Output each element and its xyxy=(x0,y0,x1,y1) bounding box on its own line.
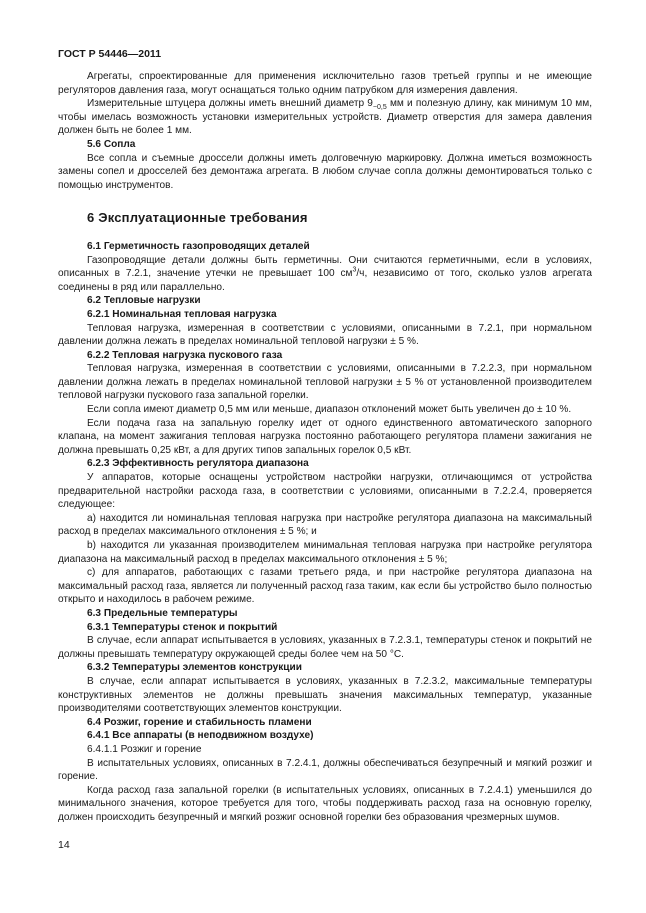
paragraph: В случае, если аппарат испытывается в условиях, указанных в 7.2.3.1, температуры стенок и покрытий не должны превышать температуру окружающей среды более чем на 50 °С. xyxy=(58,635,592,660)
unit-superscript: 3 xyxy=(352,266,357,274)
heading-5-6: 5.6 Сопла xyxy=(87,138,136,150)
list-item-a: а) находится ли номинальная тепловая нагрузка при настройке регулятора диапазона на максимальный расход в пределах максимального отклонения ± 5 %; и xyxy=(58,512,592,538)
tolerance-subscript: −0,5 xyxy=(372,104,387,112)
list-item-b: b) находится ли указанная производителем минимальная тепловая нагрузка при настройке регулятора диапазона на максимальный расход в пределах максимального отклонения ± 5 %; xyxy=(58,540,592,565)
heading-6-1: 6.1 Герметичность газопроводящих деталей xyxy=(87,240,310,252)
standard-header: ГОСТ Р 54446—2011 xyxy=(58,48,162,60)
heading-6-3: 6.3 Предельные температуры xyxy=(87,607,238,619)
heading-6-2-3: 6.2.3 Эффективность регулятора диапазона xyxy=(87,458,309,470)
paragraph: В испытательных условиях, описанных в 7.2.4.1, должны обеспечиваться безупречный и мягкий розжиг и горение. xyxy=(58,757,592,783)
heading-6-4-1: 6.4.1 Все аппараты (в неподвижном воздухе) xyxy=(87,730,314,742)
paragraph: Если сопла имеют диаметр 0,5 мм или меньше, диапазон отклонений может быть увеличен до ± 10 %. xyxy=(87,404,572,416)
paragraph: У аппаратов, которые оснащены устройством настройки нагрузки, отличающимся от устройства предварительной настройки расхода газа, в соответствии с условиями, описанными в 7.2.2.4, проверяется следующее: xyxy=(58,472,592,511)
heading-6-2: 6.2 Тепловые нагрузки xyxy=(87,295,201,307)
page-body xyxy=(58,70,592,824)
paragraph: Все сопла и съемные дроссели должны иметь долговечную маркировку. Должна иметься возможность замены сопел и дросселей без демонтажа агрегата. В любом случае сопла должны демонтироваться только с помощью инструментов. xyxy=(58,152,592,191)
heading-6-2-2: 6.2.2 Тепловая нагрузка пускового газа xyxy=(87,349,283,361)
paragraph: В случае, если аппарат испытывается в условиях, указанных в 7.2.3.2, максимальные температуры конструктивных элементов не должны превышать значения максимальных температур, указанные производителями соответствующих элементов конструкции. xyxy=(58,675,592,715)
heading-6-3-2: 6.3.2 Температуры элементов конструкции xyxy=(87,662,302,674)
paragraph-fitting-diameter: Измерительные штуцера должны иметь внешний диаметр $9_{-0,5}$ мм и полезную длину, как минимум 10 мм, чтобы имелась возможность установки измерительных устройств. Диаметр отверстия для замера давления должен быть не более 1 мм. xyxy=(58,98,592,137)
paragraph: Тепловая нагрузка, измеренная в соответствии с условиями, описанными в 7.2.1, при нормальном давлении должна лежать в пределах номинальной тепловой нагрузки ± 5 %. xyxy=(58,322,592,348)
heading-6-4: 6.4 Розжиг, горение и стабильность пламени xyxy=(87,716,312,728)
list-item-c: с) для аппаратов, работающих с газами третьего ряда, и при настройке регулятора диапазона на максимальный расход газа, является ли полученный расход газа таким, как если бы устройство было полностью открыто и находилось в рабочем режиме. xyxy=(58,567,592,606)
paragraph: Тепловая нагрузка, измеренная в соответствии с условиями, описанными в 7.2.2.3, при нормальном давлении должна лежать в пределах номинальной тепловой нагрузки ± 5 % от установленной производителем тепловой нагрузки пускового газа запальной горелки. xyxy=(58,363,592,402)
paragraph-leakage: Газопроводящие детали должны быть герметичны. Они считаются герметичными, если в условиях, описанных в 7.2.1, значение утечки не превышает 100 $см^3/ч$, независимо от того, сколько узлов агрегата соединены в ряд или параллельно. xyxy=(58,254,592,293)
paragraph: Агрегаты, спроектированные для применения исключительно газов третьей группы и не имеющие регуляторов давления газа, могут оснащаться только одним патрубком для измерения давления. xyxy=(58,71,592,96)
heading-6-3-1: 6.3.1 Температуры стенок и покрытий xyxy=(87,621,278,633)
paragraph: Если подача газа на запальную горелку идет от одного единственного автоматического запорного клапана, на момент зажигания тепловая нагрузка постоянно работающего регулятора пламени зажигания не должна превышать 0,25 кВт, а для других типов запальных горелок 0,5 кВт. xyxy=(58,417,592,456)
heading-6-2-1: 6.2.1 Номинальная тепловая нагрузка xyxy=(87,308,277,320)
paragraph: Когда расход газа запальной горелки (в испытательных условиях, описанных в 7.2.4.1) уменьшился до минимального значения, которое требуется для того, чтобы поддерживать расход газа на основную горелку, должен происходить безупречный и мягкий розжиг основной горелки без образования чрезмерных шумов. xyxy=(58,784,592,823)
page-number: 14 xyxy=(58,839,70,851)
section-title-6: 6 Эксплуатационные требования xyxy=(87,210,308,226)
subheading-6-4-1-1: 6.4.1.1 Розжиг и горение xyxy=(87,743,202,755)
